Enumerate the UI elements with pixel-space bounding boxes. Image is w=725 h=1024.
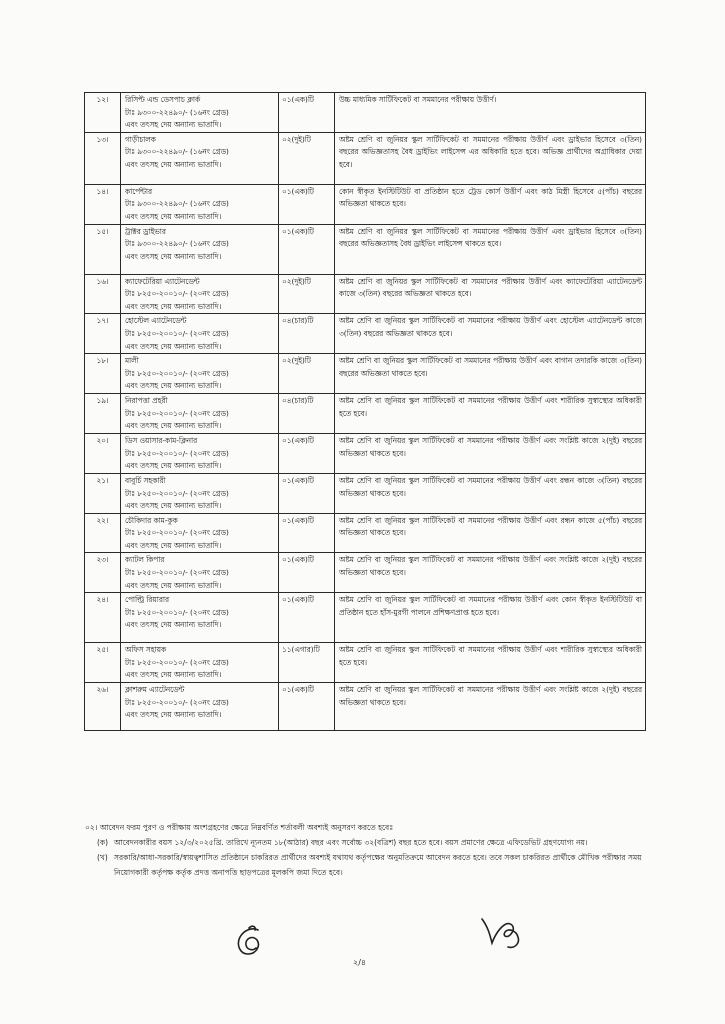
vacancy-count: ০১(এক)টি <box>279 513 335 553</box>
serial-number: ২০। <box>85 433 121 473</box>
serial-number: ১৯। <box>85 393 121 433</box>
allowance-note: এবং তৎসহ দেয় অন্যান্য ভাতাদি। <box>125 341 222 351</box>
pay-scale: টাঃ ৮২৫০-২০০১০/- (২০নং গ্রেড) <box>125 657 229 667</box>
post-cell <box>121 354 279 394</box>
serial-number: ১৭। <box>85 314 121 354</box>
condition-item <box>85 835 660 850</box>
post-name: ট্রাক্টর ড্রাইভার <box>125 226 166 236</box>
vacancy-table <box>84 92 646 731</box>
allowance-note: এবং তৎসহ দেয় অন্যান্য ভাতাদি। <box>125 540 222 550</box>
qualification: অষ্টম শ্রেণি বা জুনিয়র স্কুল সার্টিফিকেট বা সমমানের পরীক্ষায় উত্তীর্ণ এবং কোন স্বীকৃত ইনস্টিটিউট বা প্রতিষ্ঠান হতে হাঁস-মুরগী পালনে প্রশিক্ষণপ্রাপ্ত হতে হবে। <box>335 593 646 643</box>
table-row <box>85 643 646 683</box>
table-row <box>85 393 646 433</box>
pay-scale: টাঃ ৯৩০০-২২৪৯০/- (১৬নং গ্রেড) <box>125 199 229 209</box>
table-row <box>85 314 646 354</box>
post-cell <box>121 513 279 553</box>
page-number: ২/৪ <box>353 958 367 967</box>
vacancy-table-body <box>85 93 646 731</box>
pay-scale: টাঃ ৯৩০০-২২৪৯০/- (১৬নং গ্রেড) <box>125 239 229 249</box>
allowance-note: এবং তৎসহ দেয় অন্যান্য ভাতাদি। <box>125 211 222 221</box>
post-name: চৌকিদার কাম-কুক <box>125 515 178 525</box>
post-name: গাড়ীচালক <box>125 134 156 144</box>
vacancy-count: ০১(এক)টি <box>279 93 335 133</box>
vacancy-count: ০৪(চার)টি <box>279 393 335 433</box>
condition-text: সরকারি/আধা-সরকারি/স্বায়ত্বশাসিত প্রতিষ্ঠানে চাকরিরত প্রার্থীদের অবশ্যই যথাযথ কর্তৃপক্ষের অনুমতিক্রমে আবেদন করতে হবে। তবে সকল চাকরিরত প্রার্থীকে মৌখিক পরীক্ষার সময় নিয়োগকারী কর্তৃপক্ষ কর্তৃক প্রদত্ত অনাপত্তি ছাড়পত্রের মূলকপি জমা দিতে হবে। <box>114 853 642 877</box>
post-name: ডিস ওয়াসার-কাম-ক্লিনার <box>125 435 198 445</box>
allowance-note: এবং তৎসহ দেয় অন্যান্য ভাতাদি। <box>125 120 222 130</box>
table-row <box>85 354 646 394</box>
pay-scale: টাঃ ৮২৫০-২০০১০/- (২০নং গ্রেড) <box>125 289 229 299</box>
serial-number: ১৮। <box>85 354 121 394</box>
signature-left <box>232 924 266 960</box>
post-name: অফিস সহায়ক <box>125 645 167 655</box>
post-cell <box>121 473 279 513</box>
post-cell <box>121 683 279 731</box>
post-name: রিসিপ্ট এন্ড ডেসপাচ ক্লার্ক <box>125 95 201 104</box>
post-cell <box>121 593 279 643</box>
post-cell <box>121 132 279 184</box>
table-row <box>85 473 646 513</box>
post-cell <box>121 433 279 473</box>
serial-number: ২৫। <box>85 643 121 683</box>
post-name: হোস্টেল এ্যাটেনডেন্ট <box>125 316 187 326</box>
post-name: নিরাপত্তা প্রহরী <box>125 395 168 405</box>
post-cell <box>121 393 279 433</box>
table-row <box>85 184 646 224</box>
table-row <box>85 132 646 184</box>
pay-scale: টাঃ ৮২৫০-২০০১০/- (২০নং গ্রেড) <box>125 448 229 458</box>
qualification: অষ্টম শ্রেণি বা জুনিয়র স্কুল সার্টিফিকেট বা সমমানের পরীক্ষায় উত্তীর্ণ এবং ড্রাইভার হিসেবে ৩(তিন) বছরের অভিজ্ঞতাসহ বৈধ ড্রাইভিং লাইসেন্স থাকতে হবে। <box>335 224 646 274</box>
table-row <box>85 93 646 133</box>
allowance-note: এবং তৎসহ দেয় অন্যান্য ভাতাদি। <box>125 251 222 261</box>
signature-right <box>478 913 526 955</box>
pay-scale: টাঃ ৮২৫০-২০০১০/- (২০নং গ্রেড) <box>125 328 229 338</box>
qualification: অষ্টম শ্রেণি বা জুনিয়র স্কুল সার্টিফিকেট বা সমমানের পরীক্ষায় উত্তীর্ণ এবং ক্যাফেটেরিয়া এ্যাটেনডেন্ট কাজে ৩(তিন) বছরের অভিজ্ঞতা থাকতে হবে। <box>335 274 646 314</box>
qualification: অষ্টম শ্রেণি বা জুনিয়র স্কুল সার্টিফিকেট বা সমমানের পরীক্ষায় উত্তীর্ণ এবং সংশ্লিষ্ট কাজে ২(দুই) বছরের অভিজ্ঞতা থাকতে হবে। <box>335 553 646 593</box>
qualification: অষ্টম শ্রেণি বা জুনিয়র স্কুল সার্টিফিকেট বা সমমানের পরীক্ষায় উত্তীর্ণ এবং হোস্টেল এ্যাটেনডেন্ট কাজে ৩(তিন) বছরের অভিজ্ঞতা থাকতে হবে। <box>335 314 646 354</box>
vacancy-count: ০২(দুই)টি <box>279 274 335 314</box>
serial-number: ২১। <box>85 473 121 513</box>
allowance-note: এবং তৎসহ দেয় অন্যান্য ভাতাদি। <box>125 620 222 630</box>
vacancy-count: ০২(দুই)টি <box>279 354 335 394</box>
post-name: মালী <box>125 356 139 366</box>
conditions-section <box>85 820 660 880</box>
post-name: ক্লাশরুম এ্যাটেনডেন্ট <box>125 685 185 695</box>
serial-number: ১২। <box>85 93 121 133</box>
allowance-note: এবং তৎসহ দেয় অন্যান্য ভাতাদি। <box>125 159 222 169</box>
qualification: অষ্টম শ্রেণি বা জুনিয়র স্কুল সার্টিফিকেট বা সমমানের পরীক্ষায় উত্তীর্ণ এবং শারীরিক সুস্বাস্থ্যের অধিকারী হতে হবে। <box>335 643 646 683</box>
serial-number: ২২। <box>85 513 121 553</box>
pay-scale: টাঃ ৮২৫০-২০০১০/- (২০নং গ্রেড) <box>125 408 229 418</box>
post-cell <box>121 643 279 683</box>
conditions-heading: ০২। আবেদন ফরম পুরণ ও পরীক্ষায় অংশগ্রহণের ক্ষেত্রে নিম্নবর্ণিত শর্তাবলী অবশ্যই অনুসরণ করতে হবেঃ <box>85 823 394 832</box>
post-cell <box>121 314 279 354</box>
serial-number: ২৬। <box>85 683 121 731</box>
vacancy-count: ০১(এক)টি <box>279 553 335 593</box>
allowance-note: এবং তৎসহ দেয় অন্যান্য ভাতাদি। <box>125 381 222 391</box>
condition-mark: (খ) <box>97 853 108 862</box>
qualification: কোন স্বীকৃত ইনস্টিটিউট বা প্রতিষ্ঠান হতে ট্রেড কোর্স উত্তীর্ণ এবং কাঠ মিস্ত্রী হিসেবে ৫(পাঁচ) বছরের অভিজ্ঞতা থাকতে হবে। <box>335 184 646 224</box>
vacancy-count: ০২(দুই)টি <box>279 132 335 184</box>
vacancy-count: ০১(এক)টি <box>279 683 335 731</box>
serial-number: ১৬। <box>85 274 121 314</box>
table-row <box>85 683 646 731</box>
table-row <box>85 513 646 553</box>
qualification: অষ্টম শ্রেণি বা জুনিয়র স্কুল সার্টিফিকেট বা সমমানের পরীক্ষায় উত্তীর্ণ এবং বাগান তদারকি কাজে ৩(তিন) বছরের অভিজ্ঞতা থাকতে হবে। <box>335 354 646 394</box>
post-cell <box>121 93 279 133</box>
qualification: অষ্টম শ্রেণি বা জুনিয়র স্কুল সার্টিফিকেট বা সমমানের পরীক্ষায় উত্তীর্ণ এবং শারীরিক সুস্বাস্থ্যের অধিকারী হতে হবে। <box>335 393 646 433</box>
allowance-note: এবং তৎসহ দেয় অন্যান্য ভাতাদি। <box>125 301 222 311</box>
allowance-note: এবং তৎসহ দেয় অন্যান্য ভাতাদি। <box>125 461 222 471</box>
qualification: অষ্টম শ্রেণি বা জুনিয়র স্কুল সার্টিফিকেট বা সমমানের পরীক্ষায় উত্তীর্ণ এবং সংশ্লিষ্ট কাজে ২(দুই) বছরের অভিজ্ঞতা থাকতে হবে। <box>335 433 646 473</box>
vacancy-count: ০১(এক)টি <box>279 224 335 274</box>
post-name: বাবুর্চি সহকারী <box>125 475 166 485</box>
allowance-note: এবং তৎসহ দেয় অন্যান্য ভাতাদি। <box>125 670 222 680</box>
qualification: উচ্চ মাধ্যমিক সার্টিফিকেট বা সমমানের পরীক্ষায় উত্তীর্ণ। <box>335 93 646 133</box>
pay-scale: টাঃ ৮২৫০-২০০১০/- (২০নং গ্রেড) <box>125 488 229 498</box>
pay-scale: টাঃ ৮২৫০-২০০১০/- (২০নং গ্রেড) <box>125 697 229 707</box>
vacancy-count: ১১(এগার)টি <box>279 643 335 683</box>
table-row <box>85 224 646 274</box>
qualification: অষ্টম শ্রেণি বা জুনিয়র স্কুল সার্টিফিকেট বা সমমানের পরীক্ষায় উত্তীর্ণ এবং রন্ধন কাজে ৫(পাঁচ) বছরের অভিজ্ঞতা থাকতে হবে। <box>335 513 646 553</box>
vacancy-count: ০১(এক)টি <box>279 433 335 473</box>
condition-item <box>85 850 660 880</box>
post-cell <box>121 274 279 314</box>
table-row <box>85 433 646 473</box>
serial-number: ১৫। <box>85 224 121 274</box>
post-cell <box>121 224 279 274</box>
qualification: অষ্টম শ্রেণি বা জুনিয়র স্কুল সার্টিফিকেট বা সমমানের পরীক্ষায় উত্তীর্ণ এবং ড্রাইভার হিসেবে ৩(তিন) বছরের অভিজ্ঞতাসহ বৈধ ড্রাইভিং লাইসেন্স এর অধিকারি হতে হবে। অভিজ্ঞ প্রার্থীদের অগ্রাধিকার দেয়া হবে। <box>335 132 646 184</box>
post-cell <box>121 553 279 593</box>
allowance-note: এবং তৎসহ দেয় অন্যান্য ভাতাদি। <box>125 421 222 431</box>
pay-scale: টাঃ ৯৩০০-২২৪৯০/- (১৬নং গ্রেড) <box>125 147 229 157</box>
allowance-note: এবং তৎসহ দেয় অন্যান্য ভাতাদি। <box>125 580 222 590</box>
allowance-note: এবং তৎসহ দেয় অন্যান্য ভাতাদি। <box>125 501 222 511</box>
qualification: অষ্টম শ্রেণি বা জুনিয়র স্কুল সার্টিফিকেট বা সমমানের পরীক্ষায় উত্তীর্ণ এবং সংশ্লিষ্ট কাজে ২(দুই) বছরের অভিজ্ঞতা থাকতে হবে। <box>335 683 646 731</box>
serial-number: ১৪। <box>85 184 121 224</box>
post-cell <box>121 184 279 224</box>
pay-scale: টাঃ ৮২৫০-২০০১০/- (২০নং গ্রেড) <box>125 568 229 578</box>
serial-number: ২৩। <box>85 553 121 593</box>
allowance-note: এবং তৎসহ দেয় অন্যান্য ভাতাদি। <box>125 710 222 720</box>
condition-mark: (ক) <box>97 838 109 847</box>
condition-text: আবেদনকারীর বয়স ১২/৩/২০২৫খ্রি. তারিখে ন্যূনতম ১৮(আঠার) বছর এবং সর্বোচ্চ ৩২(বত্রিশ) বছর হতে হবে। বয়স প্রমাণের ক্ষেত্রে এফিডেভিট গ্রহণযোগ্য নয়। <box>114 838 588 847</box>
pay-scale: টাঃ ৮২৫০-২০০১০/- (২০নং গ্রেড) <box>125 368 229 378</box>
pay-scale: টাঃ ৯৩০০-২২৪৯০/- (১৬নং গ্রেড) <box>125 107 229 117</box>
qualification: অষ্টম শ্রেণি বা জুনিয়র স্কুল সার্টিফিকেট বা সমমানের পরীক্ষায় উত্তীর্ণ এবং রন্ধন কাজে ৩(তিন) বছরের অভিজ্ঞতা থাকতে হবে। <box>335 473 646 513</box>
pay-scale: টাঃ ৮২৫০-২০০১০/- (২০নং গ্রেড) <box>125 607 229 617</box>
vacancy-count: ০১(এক)টি <box>279 473 335 513</box>
post-name: পোল্ট্রি রিয়ারার <box>125 595 169 605</box>
serial-number: ১৩। <box>85 132 121 184</box>
post-name: কার্পেন্টার <box>125 186 152 196</box>
table-row <box>85 553 646 593</box>
vacancy-count: ০১(এক)টি <box>279 184 335 224</box>
vacancy-count: ০১(এক)টি <box>279 593 335 643</box>
serial-number: ২৪। <box>85 593 121 643</box>
table-row <box>85 274 646 314</box>
post-name: ক্যাটল কিপার <box>125 555 165 565</box>
pay-scale: টাঃ ৮২৫০-২০০১০/- (২০নং গ্রেড) <box>125 528 229 538</box>
post-name: ক্যাফেটেরিয়া এ্যাটেনডেন্ট <box>125 276 200 286</box>
vacancy-count: ০৪(চার)টি <box>279 314 335 354</box>
table-row <box>85 593 646 643</box>
